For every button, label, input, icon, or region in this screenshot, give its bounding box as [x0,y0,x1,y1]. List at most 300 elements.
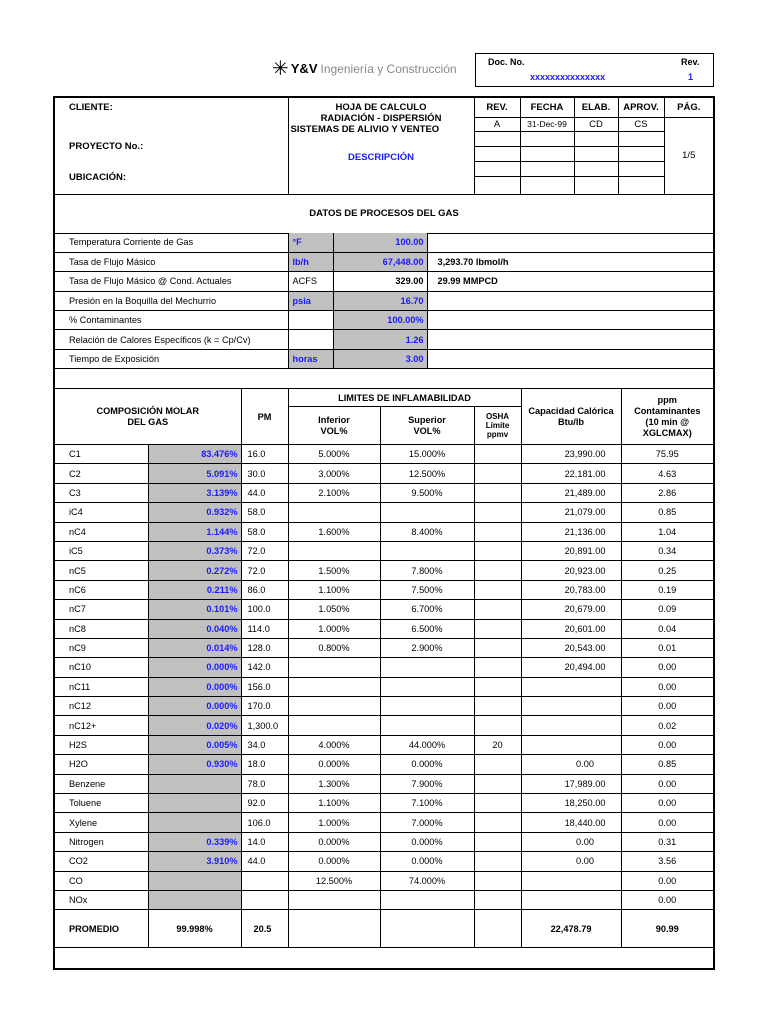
osha-limit [474,755,521,774]
molecular-weight: 14.0 [241,832,288,851]
inf-header: Inferior VOL% [288,407,380,445]
heating-value [521,697,621,716]
lower-limit: 1.000% [288,813,380,832]
heating-value: 17,989.00 [521,774,621,793]
heating-value: 20,783.00 [521,580,621,599]
osha-limit [474,464,521,483]
pm-header: PM [241,389,288,445]
component-name: iC4 [55,503,148,522]
comp-header: COMPOSICIÓN MOLAR DEL GAS [55,389,241,445]
osha-limit [474,677,521,696]
process-extra [427,291,713,310]
osha-limit [474,794,521,813]
lower-limit: 1.100% [288,794,380,813]
process-label: % Contaminantes [55,311,288,330]
process-unit [288,311,333,330]
osha-limit [474,561,521,580]
molar-fraction: 0.000% [148,697,241,716]
osha-limit [474,697,521,716]
molar-fraction: 0.211% [148,580,241,599]
heating-value: 20,601.00 [521,619,621,638]
molar-fraction: 0.373% [148,541,241,560]
fecha-col-header: FECHA [520,98,574,117]
process-row [55,272,713,291]
molecular-weight: 170.0 [241,697,288,716]
molecular-weight: 30.0 [241,464,288,483]
process-row [55,252,713,271]
lower-limit: 1.600% [288,522,380,541]
molecular-weight: 156.0 [241,677,288,696]
osha-limit [474,503,521,522]
molar-fraction: 0.014% [148,638,241,657]
limits-header: LIMITES DE INFLAMABILIDAD [288,389,521,407]
molecular-weight: 100.0 [241,600,288,619]
logo-tagline: Ingeniería y Construcción [320,61,457,76]
upper-limit: 2.900% [380,638,474,657]
avg-molecular-weight: 20.5 [241,910,288,948]
component-row [55,522,713,541]
osha-limit [474,541,521,560]
upper-limit: 7.800% [380,561,474,580]
molecular-weight: 78.0 [241,774,288,793]
upper-limit: 6.500% [380,619,474,638]
heating-value: 23,990.00 [521,445,621,464]
lower-limit: 1.000% [288,619,380,638]
upper-limit [380,503,474,522]
elab-col-header: ELAB. [574,98,618,117]
osha-limit [474,483,521,502]
molar-fraction: 3.139% [148,483,241,502]
molecular-weight: 142.0 [241,658,288,677]
molar-fraction: 0.040% [148,619,241,638]
component-name: nC12 [55,697,148,716]
molar-fraction: 0.000% [148,677,241,696]
osha-limit [474,871,521,890]
ppm-contaminants: 0.00 [621,813,713,832]
lower-limit [288,890,380,909]
molecular-weight: 128.0 [241,638,288,657]
molecular-weight: 72.0 [241,561,288,580]
molar-fraction: 0.932% [148,503,241,522]
lower-limit: 0.000% [288,832,380,851]
molar-fraction [148,890,241,909]
heating-value: 0.00 [521,852,621,871]
component-row [55,677,713,696]
component-row [55,638,713,657]
component-row [55,541,713,560]
molecular-weight: 16.0 [241,445,288,464]
component-name: H2O [55,755,148,774]
process-title-bar [55,194,713,234]
doc-no-label: Doc. No. [488,57,525,67]
heating-value: 18,250.00 [521,794,621,813]
component-row [55,774,713,793]
upper-limit [380,890,474,909]
osha-limit [474,619,521,638]
process-label: Presión en la Boquilla del Mechurrio [55,291,288,310]
ppm-contaminants: 1.04 [621,522,713,541]
component-name: C3 [55,483,148,502]
osha-limit [474,832,521,851]
lower-limit: 4.000% [288,735,380,754]
lower-limit [288,503,380,522]
title-line-2: RADIACIÓN - DISPERSIÓN [320,113,442,124]
process-extra: 3,293.70 lbmol/h [427,252,713,271]
process-row [55,233,713,252]
process-value: 1.26 [333,330,427,349]
lower-limit: 0.000% [288,755,380,774]
molar-fraction: 0.020% [148,716,241,735]
molecular-weight: 18.0 [241,755,288,774]
process-label: Tasa de Flujo Másico [55,252,288,271]
component-name: nC8 [55,619,148,638]
lower-limit: 1.500% [288,561,380,580]
lower-limit [288,716,380,735]
upper-limit: 9.500% [380,483,474,502]
osha-limit [474,813,521,832]
process-row [55,311,713,330]
component-name: Xylene [55,813,148,832]
lower-limit: 1.050% [288,600,380,619]
title-line-3: SISTEMAS DE ALIVIO Y VENTEO [290,124,440,135]
sup-header: Superior VOL% [380,407,474,445]
upper-limit: 8.400% [380,522,474,541]
upper-limit: 0.000% [380,852,474,871]
process-unit: lb/h [288,252,333,271]
component-name: C1 [55,445,148,464]
upper-limit: 12.500% [380,464,474,483]
molecular-weight: 114.0 [241,619,288,638]
average-row [55,910,713,948]
process-title: DATOS DE PROCESOS DEL GAS [309,208,459,219]
process-value: 100.00% [333,311,427,330]
ppm-contaminants: 0.01 [621,638,713,657]
process-extra: 29.99 MMPCD [427,272,713,291]
ppm-contaminants: 0.00 [621,735,713,754]
ppm-contaminants: 0.85 [621,503,713,522]
osha-limit [474,522,521,541]
component-name: H2S [55,735,148,754]
component-row [55,464,713,483]
molecular-weight [241,871,288,890]
component-name: nC12+ [55,716,148,735]
ppm-contaminants: 0.00 [621,774,713,793]
ppm-contaminants: 0.00 [621,697,713,716]
heating-value: 20,679.00 [521,600,621,619]
osha-limit [474,774,521,793]
component-row [55,735,713,754]
molecular-weight: 44.0 [241,483,288,502]
molar-fraction: 0.930% [148,755,241,774]
osha-limit: 20 [474,735,521,754]
osha-limit [474,580,521,599]
osha-limit [474,890,521,909]
process-extra [427,311,713,330]
process-value: 329.00 [333,272,427,291]
avg-upper-limit [380,910,474,948]
ppm-contaminants: 0.34 [621,541,713,560]
component-name: C2 [55,464,148,483]
molar-fraction: 1.144% [148,522,241,541]
component-row [55,852,713,871]
heating-value: 18,440.00 [521,813,621,832]
aprov-value-cell: CS [618,117,664,131]
molecular-weight: 58.0 [241,522,288,541]
doc-number-box [475,53,714,87]
rev-col-header: REV. [474,98,520,117]
cliente-label: CLIENTE: [55,98,288,131]
ppm-contaminants: 0.00 [621,677,713,696]
ppm-contaminants: 0.00 [621,794,713,813]
ppm-contaminants: 0.09 [621,600,713,619]
lower-limit: 0.800% [288,638,380,657]
molar-fraction: 0.272% [148,561,241,580]
molar-fraction: 83.476% [148,445,241,464]
process-label: Tasa de Flujo Másico @ Cond. Actuales [55,272,288,291]
molar-fraction: 0.005% [148,735,241,754]
component-row [55,755,713,774]
ppm-header: ppm Contaminantes (10 min @ XGLCMAX) [621,389,713,445]
process-label: Tiempo de Exposición [55,349,288,368]
upper-limit [380,716,474,735]
osha-limit [474,852,521,871]
osha-limit [474,445,521,464]
molecular-weight: 72.0 [241,541,288,560]
molar-fraction [148,871,241,890]
ppm-contaminants: 0.00 [621,890,713,909]
avg-component-name: PROMEDIO [55,910,148,948]
component-row [55,716,713,735]
process-unit [288,330,333,349]
upper-limit: 0.000% [380,832,474,851]
upper-limit: 44.000% [380,735,474,754]
rev-value: 1 [688,72,694,82]
heating-value: 20,891.00 [521,541,621,560]
component-row [55,619,713,638]
upper-limit [380,658,474,677]
molecular-weight: 44.0 [241,852,288,871]
osha-limit [474,716,521,735]
composition-table [55,388,713,948]
component-name: nC11 [55,677,148,696]
process-extra [427,330,713,349]
osha-limit [474,638,521,657]
lower-limit: 2.100% [288,483,380,502]
ppm-contaminants: 0.00 [621,871,713,890]
component-name: nC10 [55,658,148,677]
doc-no-value: xxxxxxxxxxxxxxx [530,72,606,82]
heating-value: 0.00 [521,832,621,851]
molar-fraction: 0.339% [148,832,241,851]
descripcion-label: DESCRIPCIÓN [348,152,414,163]
component-row [55,445,713,464]
component-row [55,832,713,851]
component-row [55,503,713,522]
molecular-weight: 92.0 [241,794,288,813]
upper-limit: 7.500% [380,580,474,599]
component-name: Nitrogen [55,832,148,851]
lower-limit [288,541,380,560]
molecular-weight: 58.0 [241,503,288,522]
process-value: 16.70 [333,291,427,310]
heating-value [521,871,621,890]
molecular-weight [241,890,288,909]
title-line-1: HOJA DE CALCULO [335,102,427,113]
avg-lower-limit [288,910,380,948]
component-name: nC4 [55,522,148,541]
avg-osha-limit [474,910,521,948]
calc-sheet [53,96,715,970]
component-name: CO [55,871,148,890]
osha-limit [474,658,521,677]
ppm-contaminants: 0.02 [621,716,713,735]
fecha-value-cell: 31-Dec-99 [520,117,574,131]
process-row [55,349,713,368]
process-label: Relación de Calores Específicos (k = Cp/Cv) [55,330,288,349]
heating-value: 20,923.00 [521,561,621,580]
lower-limit: 3.000% [288,464,380,483]
rev-label: Rev. [681,57,700,67]
component-row [55,483,713,502]
process-row [55,330,713,349]
ppm-contaminants: 0.85 [621,755,713,774]
lower-limit [288,658,380,677]
molar-fraction: 5.091% [148,464,241,483]
component-name: nC5 [55,561,148,580]
lower-limit [288,677,380,696]
heating-value: 0.00 [521,755,621,774]
heating-value: 21,136.00 [521,522,621,541]
heating-value [521,677,621,696]
upper-limit [380,541,474,560]
pag-col-header: PÁG. [664,98,713,117]
process-extra [427,349,713,368]
component-row [55,658,713,677]
process-table [55,233,713,387]
component-row [55,561,713,580]
page-number: 1/5 [682,150,696,162]
heating-value: 21,489.00 [521,483,621,502]
elab-value-cell: CD [574,117,618,131]
lower-limit: 5.000% [288,445,380,464]
process-value: 100.00 [333,233,427,252]
molar-fraction: 0.000% [148,658,241,677]
avg-molar-fraction: 99.998% [148,910,241,948]
component-row [55,871,713,890]
process-row [55,291,713,310]
ppm-contaminants: 0.04 [621,619,713,638]
ppm-contaminants: 0.31 [621,832,713,851]
osha-limit [474,600,521,619]
upper-limit [380,677,474,696]
molecular-weight: 106.0 [241,813,288,832]
heating-value [521,716,621,735]
ppm-contaminants: 75.95 [621,445,713,464]
component-name: iC5 [55,541,148,560]
lower-limit: 0.000% [288,852,380,871]
ppm-contaminants: 0.00 [621,658,713,677]
component-name: nC9 [55,638,148,657]
upper-limit: 74.000% [380,871,474,890]
lower-limit: 1.300% [288,774,380,793]
component-name: nC6 [55,580,148,599]
upper-limit: 7.000% [380,813,474,832]
logo-star-icon: ✳ [272,58,289,80]
component-name: NOx [55,890,148,909]
molecular-weight: 34.0 [241,735,288,754]
component-name: Benzene [55,774,148,793]
molar-fraction: 3.910% [148,852,241,871]
logo-brand: Y&V [290,61,318,76]
lower-limit: 12.500% [288,871,380,890]
sheet-title [288,98,474,194]
component-row [55,794,713,813]
upper-limit [380,697,474,716]
process-value: 3.00 [333,349,427,368]
component-row [55,890,713,909]
component-name: nC7 [55,600,148,619]
aprov-col-header: APROV. [618,98,664,117]
upper-limit: 7.100% [380,794,474,813]
proyecto-label: PROYECTO No.: [55,131,288,161]
avg-heating-value: 22,478.79 [521,910,621,948]
molar-fraction [148,794,241,813]
heating-value [521,735,621,754]
component-row [55,813,713,832]
upper-limit: 15.000% [380,445,474,464]
rev-value-cell: A [474,117,520,131]
osha-header: OSHA Límite ppmv [474,407,521,445]
header-table [55,98,713,194]
ppm-contaminants: 0.19 [621,580,713,599]
molecular-weight: 86.0 [241,580,288,599]
component-name: Toluene [55,794,148,813]
component-row [55,697,713,716]
heating-value: 20,494.00 [521,658,621,677]
heating-value: 21,079.00 [521,503,621,522]
heating-value: 20,543.00 [521,638,621,657]
lower-limit: 1.100% [288,580,380,599]
process-label: Temperatura Corriente de Gas [55,233,288,252]
process-value: 67,448.00 [333,252,427,271]
ppm-contaminants: 2.86 [621,483,713,502]
component-row [55,580,713,599]
molar-fraction [148,774,241,793]
process-extra [427,233,713,252]
avg-ppm-contaminants: 90.99 [621,910,713,948]
heating-value [521,890,621,909]
heating-value: 22,181.00 [521,464,621,483]
molar-fraction [148,813,241,832]
process-unit: °F [288,233,333,252]
process-unit: horas [288,349,333,368]
ppm-contaminants: 4.63 [621,464,713,483]
ppm-contaminants: 3.56 [621,852,713,871]
upper-limit: 7.900% [380,774,474,793]
molecular-weight: 1,300.0 [241,716,288,735]
process-unit: psia [288,291,333,310]
upper-limit: 0.000% [380,755,474,774]
upper-limit: 6.700% [380,600,474,619]
component-row [55,600,713,619]
lower-limit [288,697,380,716]
molar-fraction: 0.101% [148,600,241,619]
ppm-contaminants: 0.25 [621,561,713,580]
company-logo [272,56,457,81]
ubicacion-label: UBICACIÓN: [55,161,288,194]
process-unit: ACFS [288,272,333,291]
component-name: CO2 [55,852,148,871]
